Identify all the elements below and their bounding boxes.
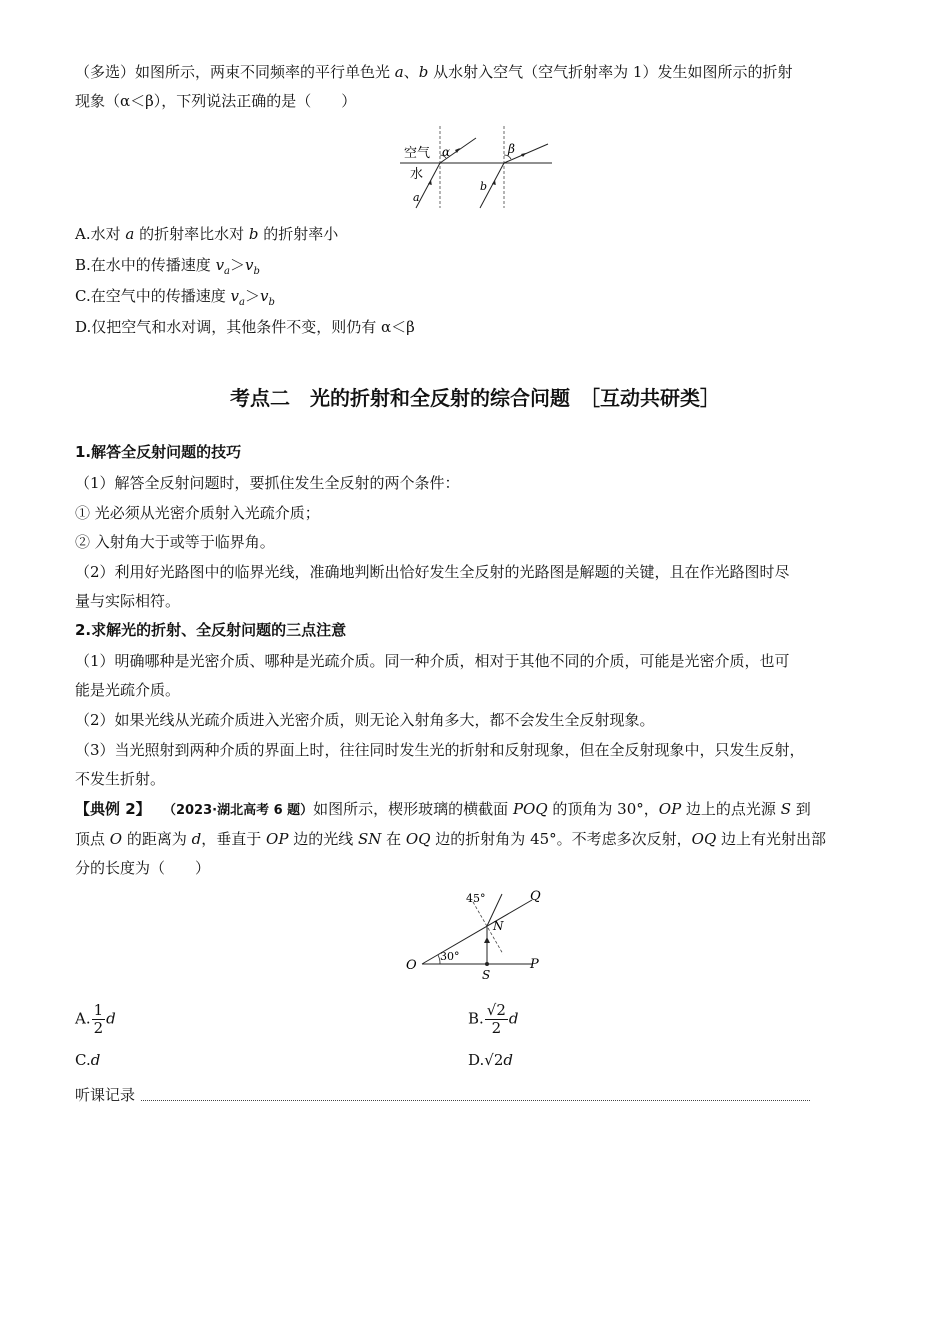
edge-oq: [422, 900, 532, 964]
label-30: 30°: [440, 950, 460, 963]
q1-option-d[interactable]: D.仅把空气和水对调，其他条件不变，则仍有 α＜β: [75, 318, 415, 336]
q1-line-2: 现象（α＜β），下列说法正确的是（ ）: [75, 92, 357, 110]
air-label: 空气: [404, 146, 431, 161]
tips-p1: （1）解答全反射问题时，要抓住发生全反射的两个条件：: [75, 474, 460, 492]
ray-a-label: a: [413, 191, 420, 204]
note-3-line-1: （3）当光照射到两种介质的界面上时，往往同时发生光的折射和反射现象，但在全反射现象中，只发生反射，: [75, 741, 805, 759]
label-p: P: [530, 957, 539, 972]
tips-condition-2: ② 入射角大于或等于临界角。: [75, 533, 275, 551]
q1-line-1: （多选）如图所示，两束不同频率的平行单色光 a、b 从水射入空气（空气折射率为 1）发生如图所示的折射: [75, 63, 793, 81]
q1-option-a[interactable]: A.水对 a 的折射率比水对 b 的折射率小: [75, 225, 339, 243]
label-o: O: [406, 958, 417, 973]
q1-option-b[interactable]: B.在水中的传播速度 $v_a>v_b$: [75, 256, 260, 277]
source-point: [485, 962, 489, 966]
notes-label: 听课记录: [75, 1086, 136, 1104]
tips-p2-line-1: （2）利用好光路图中的临界光线，准确地判断出恰好发生全反射的光路图是解题的关键，且在作光路图时尽: [75, 563, 790, 581]
arrow-b-air-icon: [521, 153, 526, 157]
water-label: 水: [410, 167, 424, 182]
example2-line-2: 顶点 O 的距离为 d，垂直于 OP 边的光线 SN 在 OQ 边的折射角为 45°。不考虑多次反射，OQ 边上有光射出部: [75, 830, 827, 848]
ray-b-label: b: [480, 180, 488, 193]
example2-option-c[interactable]: C.d: [75, 1051, 101, 1069]
note-2: （2）如果光线从光疏介质进入光密介质，则无论入射角多大，都不会发生全反射现象。: [75, 711, 655, 729]
example-tag: 【典例 2】: [75, 800, 144, 818]
lecture-notes[interactable]: [75, 1084, 810, 1104]
note-1-line-1: （1）明确哪种是光密介质、哪种是光疏介质。同一种介质，相对于其他不同的介质，可能是光密介质，也可: [75, 652, 790, 670]
q1-option-c[interactable]: C.在空气中的传播速度 $v_a>v_b$: [75, 287, 275, 308]
section-title: 考点二 光的折射和全反射的综合问题 ［互动共研类］: [230, 386, 720, 410]
label-s: S: [482, 968, 491, 980]
example-source: （2023·湖北高考 6 题）: [162, 803, 314, 818]
example2-line-1: 【典例 2】 （2023·湖北高考 6 题）如图所示，楔形玻璃的横截面 POQ 的顶角为 30°，OP 边上的点光源 S 到: [75, 800, 811, 818]
tips-heading-1: 1.解答全反射问题的技巧: [75, 443, 242, 461]
alpha-label: α: [442, 145, 451, 159]
note-1-line-2: 能是光疏介质。: [75, 681, 181, 699]
example2-option-a[interactable]: A. $\frac{1}{2}$ d: [75, 1001, 116, 1037]
label-q: Q: [530, 889, 541, 904]
note-3-line-2: 不发生折射。: [75, 770, 166, 788]
example2-line-3: 分的长度为（ ）: [75, 859, 211, 877]
example2-option-b[interactable]: B. $\frac{√2}{2}$ d: [468, 1001, 519, 1037]
tips-p2-line-2: 量与实际相符。: [75, 592, 181, 610]
tips-heading-2: 2.求解光的折射、全反射问题的三点注意: [75, 621, 347, 639]
tips-condition-1: ① 光必须从光密介质射入光疏介质；: [75, 504, 320, 522]
wedge-figure: [404, 884, 554, 980]
beta-label: β: [508, 142, 515, 156]
label-45: 45°: [466, 892, 486, 905]
example2-option-d[interactable]: D.√2d: [468, 1051, 513, 1069]
label-n: N: [493, 919, 504, 933]
ray-arrow-icon: [484, 937, 490, 943]
refraction-figure: [400, 126, 560, 216]
notes-dotted-line[interactable]: [141, 1100, 810, 1101]
